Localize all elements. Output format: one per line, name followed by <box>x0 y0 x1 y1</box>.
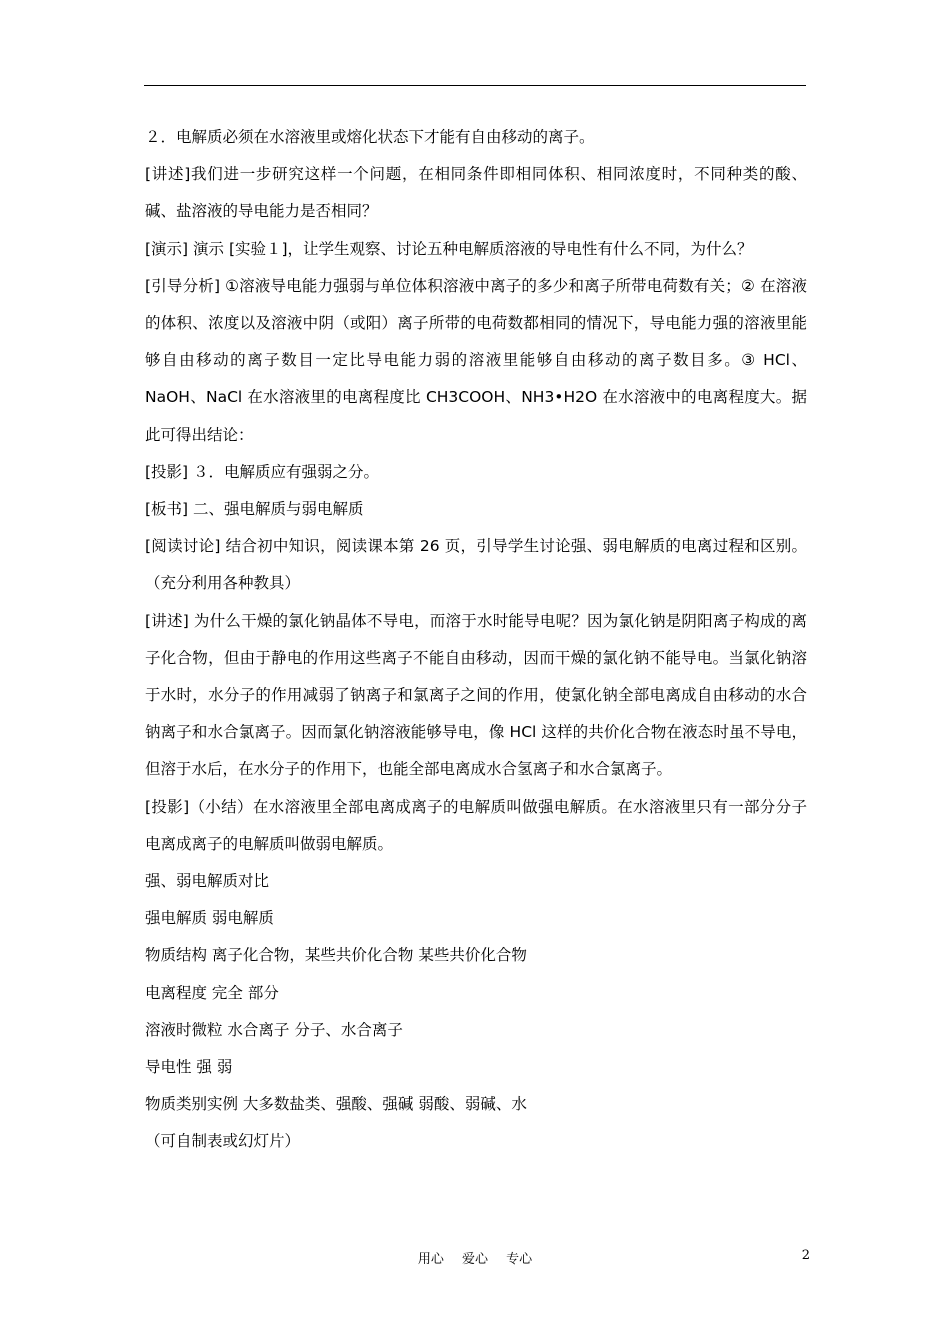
comparison-row-structure: 物质结构 离子化合物，某些共价化合物 某些共价化合物 <box>145 946 527 965</box>
paragraph-lecture-question: [讲述]我们进一步研究这样一个问题，在相同条件即相同体积、相同浓度时，不同种类的酸、碱、盐溶液的导电能力是否相同？ <box>145 165 807 221</box>
comparison-row-header: 强电解质 弱电解质 <box>145 909 274 928</box>
header-rule <box>144 85 806 86</box>
paragraph-projection-summary: [投影]（小结）在水溶液里全部电离成离子的电解质叫做强电解质。在水溶液里只有一部分分子电离成离子的电解质叫做弱电解质。 <box>145 797 807 853</box>
comparison-row-particles: 溶液时微粒 水合离子 分子、水合离子 <box>145 1020 403 1039</box>
footer-motto: 用心 爱心 专心 <box>417 1252 533 1267</box>
comparison-row-ionization: 电离程度 完全 部分 <box>145 983 279 1002</box>
paragraph-projection-3: [投影] ３．电解质应有强弱之分。 <box>145 462 380 481</box>
comparison-title: 强、弱电解质对比 <box>145 872 270 891</box>
paragraph-guided-analysis: [引导分析] ①溶液导电能力强弱与单位体积溶液中离子的多少和离子所带电荷数有关；② 在溶液的体积、浓度以及溶液中阴（或阳）离子所带的电荷数都相同的情况下，导电能力强的溶液里能够自由移动的离子数目一定比导电能力弱的溶液里能够自由移动的离子数目多。③ HCl、NaOH、NaCl 在水溶液里的电离程度比 CH3COOH、NH3•H2O 在水溶液中的电离程度大。据此可得出结论： <box>145 276 807 444</box>
paragraph-lecture-nacl: [讲述] 为什么干燥的氯化钠晶体不导电，而溶于水时能导电呢？因为氯化钠是阴阳离子构成的离子化合物，但由于静电的作用这些离子不能自由移动，因而干燥的氯化钠不能导电。当氯化钠溶于水时，水分子的作用减弱了钠离子和氯离子之间的作用，使氯化钠全部电离成自由移动的水合钠离子和水合氯离子。因而氯化钠溶液能够导电，像 HCl 这样的共价化合物在液态时虽不导电，但溶于水后，在水分子的作用下，也能全部电离成水合氢离子和水合氯离子。 <box>145 611 807 779</box>
comparison-row-conductivity: 导电性 强 弱 <box>145 1058 233 1077</box>
paragraph-reading-discussion: [阅读讨论] 结合初中知识，阅读课本第 26 页，引导学生讨论强、弱电解质的电离过程和区别。（充分利用各种教具） <box>145 537 807 593</box>
comparison-row-examples: 物质类别实例 大多数盐类、强酸、强碱 弱酸、弱碱、水 <box>145 1095 527 1114</box>
document-body <box>145 119 807 1161</box>
page-number: 2 <box>801 1248 810 1263</box>
paragraph-note: （可自制表或幻灯片） <box>145 1132 301 1151</box>
paragraph-demonstration: [演示] 演示 [实验１]，让学生观察、讨论五种电解质溶液的导电性有什么不同，为什么？ <box>145 239 753 258</box>
paragraph-point-2: ２．电解质必须在水溶液里或熔化状态下才能有自由移动的离子。 <box>145 128 595 146</box>
paragraph-board-heading: [板书] 二、强电解质与弱电解质 <box>145 500 364 519</box>
